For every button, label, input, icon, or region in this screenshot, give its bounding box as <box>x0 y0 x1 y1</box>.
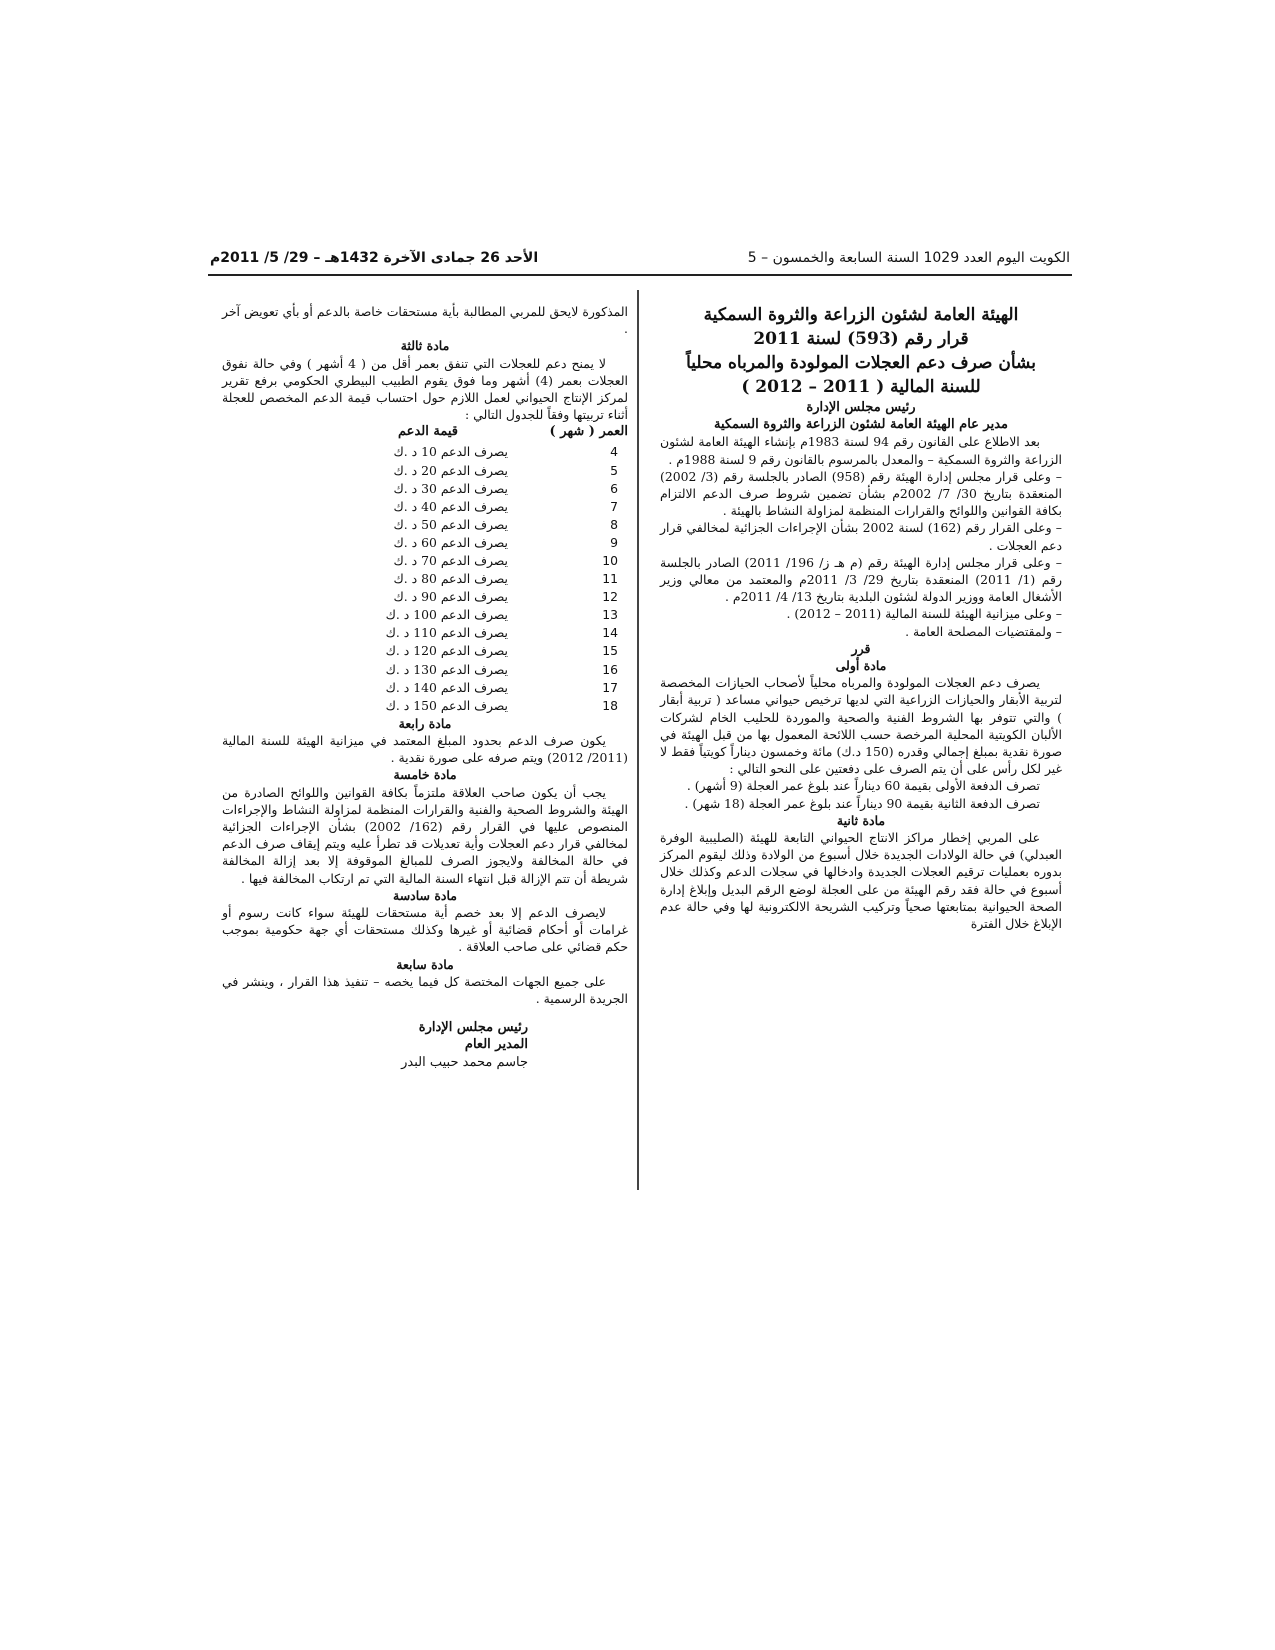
row-age: 6 <box>610 480 618 496</box>
row-value: يصرف الدعم 40 د .ك <box>393 498 508 514</box>
preamble-paragraph: – وعلى القرار رقم (162) لسنة 2002 بشأن الإجراءات الجزائية لمخالفي قرار دعم العجلات . <box>660 520 1062 553</box>
article-2-continuation: المذكورة لايحق للمربي المطالبة بأية مستحقات خاصة بالدعم أو بأي تعويض آخر . <box>222 304 628 337</box>
table-row <box>222 570 628 588</box>
row-age: 7 <box>610 498 618 514</box>
article-1-payment-1: تصرف الدفعة الأولى بقيمة 60 ديناراً عند بلوغ عمر العجلة (9 أشهر) . <box>686 778 1040 794</box>
table-row <box>222 624 628 642</box>
preamble-paragraph: – وعلى ميزانية الهيئة للسنة المالية (2011 – 2012) . <box>786 606 1062 622</box>
signature-name: جاسم محمد حبيب البدر <box>401 1054 528 1070</box>
header-date: الأحد 26 جمادى الآخرة 1432هـ – 29/ 5/ 2011م <box>210 250 539 266</box>
decision-org-title: الهيئة العامة لشئون الزراعة والثروة السمكية <box>703 305 1019 325</box>
column-divider <box>637 290 639 1190</box>
header-issue-info: الكويت اليوم العدد 1029 السنة السابعة والخمسون – 5 <box>747 250 1070 266</box>
article-4-heading: مادة رابعة <box>398 715 452 731</box>
decision-subject: بشأن صرف دعم العجلات المولودة والمرباه محلياً <box>686 353 1036 373</box>
row-age: 9 <box>610 534 618 550</box>
issuer-chairman: رئيس مجلس الإدارة <box>806 400 916 415</box>
article-3-body: لا يمنح دعم للعجلات التي تنفق بعمر أقل من ( 4 أشهر ) وفي حالة نفوق العجلات بعمر (4) أشهر وما فوق يقوم الطبيب البيطري الحكومي برفع تقرير لمركز الإنتاج الحيواني لعمل اللازم حول احتساب قيمة الدعم المخصص للعجلة أثناء تربيتها وفقاً للجدول التالي : <box>222 355 629 423</box>
row-age: 10 <box>602 552 618 568</box>
row-value: يصرف الدعم 100 د .ك <box>385 607 508 623</box>
article-6-body: لايصرف الدعم إلا بعد خصم أية مستحقات للهيئة سواء كانت رسوم أو غرامات أو أحكام قضائية أو غيرها وكذلك مستحقات أي جهة حكومية بموجب حكم قضائي على صاحب العلاقة . <box>222 905 628 955</box>
table-row <box>222 642 628 660</box>
article-5-heading: مادة خامسة <box>393 767 457 783</box>
table-row <box>222 480 628 498</box>
row-age: 13 <box>602 607 618 623</box>
signature-director-title: المدير العام <box>464 1037 528 1053</box>
decided-heading: قرر <box>851 640 871 656</box>
article-1-heading: مادة أولى <box>835 658 887 674</box>
preamble-paragraph: – وعلى قرار مجلس إدارة الهيئة رقم (م هـ ز/ 196/ 2011) الصادر بالجلسة رقم (1/ 2011) المنعقدة بتاريخ 29/ 3/ 2011م والمعتمد من معالي وزير الأشغال العامة ووزير الدولة لشئون البلدية بتاريخ 13/ 4/ 2011م . <box>660 554 1062 605</box>
row-age: 17 <box>602 679 618 695</box>
table-row <box>222 697 628 715</box>
signature-chairman: رئيس مجلس الإدارة <box>418 1020 528 1036</box>
row-value: يصرف الدعم 30 د .ك <box>393 480 508 496</box>
article-4-body: يكون صرف الدعم بحدود المبلغ المعتمد في ميزانية الهيئة للسنة المالية (2011/ 2012) ويتم صرفه على صورة نقدية . <box>222 733 628 766</box>
preamble-paragraph: بعد الاطلاع على القانون رقم 94 لسنة 1983م بإنشاء الهيئة العامة لشئون الزراعة والثروة السمكية – والمعدل بالمرسوم بالقانون رقم 9 لسنة 1988م . <box>660 434 1062 467</box>
row-age: 15 <box>602 643 618 659</box>
row-age: 18 <box>602 697 618 713</box>
row-age: 4 <box>610 444 618 460</box>
issuer-director: مدير عام الهيئة العامة لشئون الزراعة والثروة السمكية <box>713 417 1009 433</box>
table-row <box>222 588 628 606</box>
right-column <box>660 303 1062 932</box>
row-value: يصرف الدعم 130 د .ك <box>385 661 508 677</box>
row-value: يصرف الدعم 80 د .ك <box>393 571 508 587</box>
preamble-paragraph: – وعلى قرار مجلس إدارة الهيئة رقم (958) الصادر بالجلسة رقم (3/ 2002) المنعقدة بتاريخ 30/ 7/ 2002م بشأن تضمين شروط صرف الدعم الالتزام بكافة القوانين واللوائح والقرارات المنظمة لمزاولة النشاط بالهيئة . <box>660 468 1062 519</box>
table-row <box>222 498 628 516</box>
article-2-body: على المربي إخطار مراكز الانتاج الحيواني التابعة للهيئة (الصليبية الوفرة العبدلي) في حالة الولادات الجديدة خلال أسبوع من الولادة وذلك ليقوم المركز بدوره بعمليات ترقيم العجلات الجديدة وادخالها في سجلات الدعم وكذلك خلال أسبوع في حالة فقد رقم الهيئة من على العجلة لوضع الرقم البديل وإبلاغ إدارة الصحة الحيوانية بمتابعتها صحياً وتركيب الشريحة الالكترونية لها وفي حالة عدم الإبلاغ خلال الفترة <box>660 830 1062 932</box>
row-value: يصرف الدعم 20 د .ك <box>393 462 508 478</box>
row-value: يصرف الدعم 110 د .ك <box>385 625 508 641</box>
table-row <box>222 679 628 697</box>
row-age: 5 <box>610 462 618 478</box>
table-row <box>222 462 628 480</box>
table-header-age: العمر ( شهر ) <box>549 424 628 440</box>
row-age: 12 <box>602 589 618 605</box>
table-row <box>222 552 628 570</box>
table-row <box>222 606 628 624</box>
row-value: يصرف الدعم 60 د .ك <box>393 534 508 550</box>
row-value: يصرف الدعم 50 د .ك <box>393 516 508 532</box>
row-value: يصرف الدعم 70 د .ك <box>393 552 508 568</box>
row-value: يصرف الدعم 150 د .ك <box>385 697 508 713</box>
table-row <box>222 661 628 679</box>
article-6-heading: مادة سادسة <box>393 887 457 903</box>
subsidy-table <box>222 443 628 714</box>
row-value: يصرف الدعم 140 د .ك <box>385 679 508 695</box>
page-header <box>210 250 1070 272</box>
table-row <box>222 516 628 534</box>
decision-number: قرار رقم (593) لسنة 2011 <box>753 329 969 349</box>
preamble-paragraph: – ولمقتضيات المصلحة العامة . <box>905 623 1062 639</box>
decision-fiscal-year: للسنة المالية ( 2011 – 2012 ) <box>741 377 981 397</box>
table-row <box>222 534 628 552</box>
row-age: 11 <box>602 571 618 587</box>
subsidy-table-header <box>222 423 628 443</box>
left-column <box>222 303 628 1071</box>
article-1-payment-2: تصرف الدفعة الثانية بقيمة 90 ديناراً عند بلوغ عمر العجلة (18 شهر) . <box>684 795 1040 811</box>
article-5-body: يجب أن يكون صاحب العلاقة ملتزماً بكافة القوانين واللوائح الصادرة من الهيئة والشروط الصحية والفنية والقرارات المنظمة لمزاولة النشاط والإجراءات المنصوص عليها في القرار رقم (162/ 2002) بشأن الإجراءات الجزائية لمخالفي قرار دعم العجلات وأية تعديلات قد تطرأ عليه ويتم إيقاف صرف الدعم في حالة المخالفة ولايجوز الصرف للمبالغ الموقوفة إلا بعد إزالة المخالفة شريطة أن تتم الإزالة قبل انتهاء السنة المالية التي تم ارتكاب المخالفة فيها . <box>222 784 628 886</box>
article-7-body: على جميع الجهات المختصة كل فيما يخصه – تنفيذ هذا القرار ، وينشر في الجريدة الرسمية . <box>222 973 628 1007</box>
article-1-body: يصرف دعم العجلات المولودة والمرباه محلياً لأصحاب الحيازات المخصصة لتربية الأبقار والحيازات الزراعية التي لديها ترخيص حيواني مساعد ( تربية أبقار ) والتي تتوفر بها الشروط الفنية والصحية والموردة للحليب الخام لشركات الألبان الكويتية المحلية المرخصة حسب اللائحة المعمول بها من قبل الهيئة في صورة نقدية بمبلغ إجمالي وقدره (150 د.ك) مائة وخمسون ديناراً كويتياً فقط لا غير لكل رأس على أن يتم الصرف على دفعتين على النحو التالي : <box>660 675 1062 777</box>
row-age: 8 <box>610 516 618 532</box>
table-row <box>222 443 628 461</box>
row-value: يصرف الدعم 120 د .ك <box>385 643 508 659</box>
header-rule <box>208 274 1072 276</box>
table-header-value: قيمة الدعم <box>398 424 458 440</box>
article-3-heading: مادة ثالثة <box>400 338 450 354</box>
row-age: 14 <box>602 625 618 641</box>
article-2-heading: مادة ثانية <box>836 812 886 828</box>
article-7-heading: مادة سابعة <box>396 956 454 972</box>
row-age: 16 <box>602 661 618 677</box>
row-value: يصرف الدعم 90 د .ك <box>393 589 508 605</box>
row-value: يصرف الدعم 10 د .ك <box>393 444 508 460</box>
